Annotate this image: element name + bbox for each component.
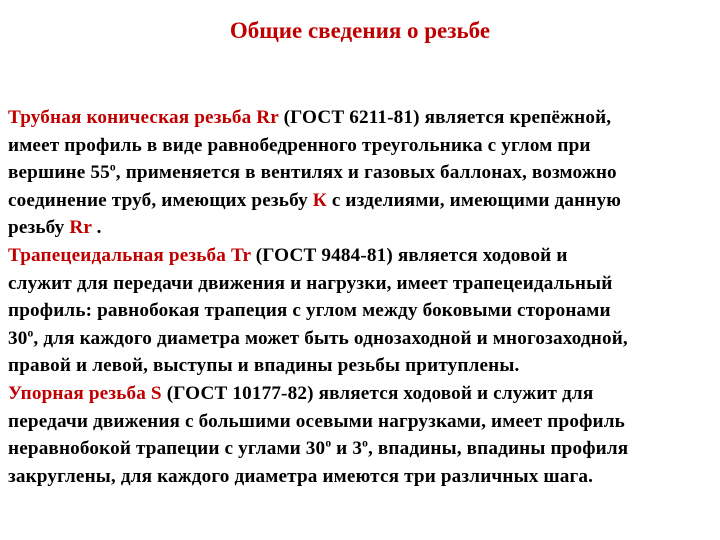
text-span: (ГОСТ 9484-81) является ходовой и [250, 244, 568, 266]
text-span: имеет профиль в виде равнобедренного треугольника с углом при [8, 134, 591, 156]
degree-mark: о [109, 161, 116, 174]
text-span: правой и левой, выступы и впадины резьбы притуплены. [8, 355, 520, 377]
term-buttress-thread: Упорная резьба S [8, 382, 162, 404]
slide-body [8, 104, 716, 490]
text-span: служит для передачи движения и нагрузки, имеет трапецеидальный [8, 272, 613, 294]
degree-mark: о [362, 437, 368, 450]
text-span: 30 [8, 327, 28, 349]
text-span: , впадины, впадины профиля [368, 438, 629, 460]
text-span: передачи движения с большими осевыми нагрузками, имеет профиль [8, 410, 625, 432]
text-span: , для каждого диаметра может быть однозаходной и многозаходной, [33, 327, 628, 349]
text-span: . [91, 217, 102, 239]
degree-mark: о [325, 437, 332, 450]
text-span: , применяется в вентилях и газовых баллонах, возможно [115, 162, 617, 184]
text-span: резьбу [8, 217, 70, 239]
text-span: с изделиями, имеющими данную [326, 189, 622, 211]
text-span: профиль: равнобокая трапеция с углом между боковыми сторонами [8, 300, 611, 322]
degree-mark: о [27, 327, 34, 340]
slide-title: Общие сведения о резьбе [229, 18, 491, 43]
text-span: соединение труб, имеющих резьбу [8, 189, 313, 211]
text-span: вершине 55 [8, 162, 110, 184]
text-span: (ГОСТ 10177-82) является ходовой и служит для [161, 382, 594, 404]
text-span: и 3 [331, 438, 363, 460]
text-span: (ГОСТ 6211-81) является крепёжной, [278, 107, 612, 128]
thread-code-rr: Rr [69, 217, 92, 239]
thread-code-k: К [312, 189, 327, 211]
term-pipe-conical-thread: Трубная коническая резьба Rr [8, 107, 279, 128]
text-span: закруглены, для каждого диаметра имеются три различных шага. [8, 465, 594, 487]
term-trapezoidal-thread: Трапецеидальная резьба Tr [8, 244, 251, 266]
text-span: неравнобокой трапеции с углами 30 [8, 438, 326, 460]
